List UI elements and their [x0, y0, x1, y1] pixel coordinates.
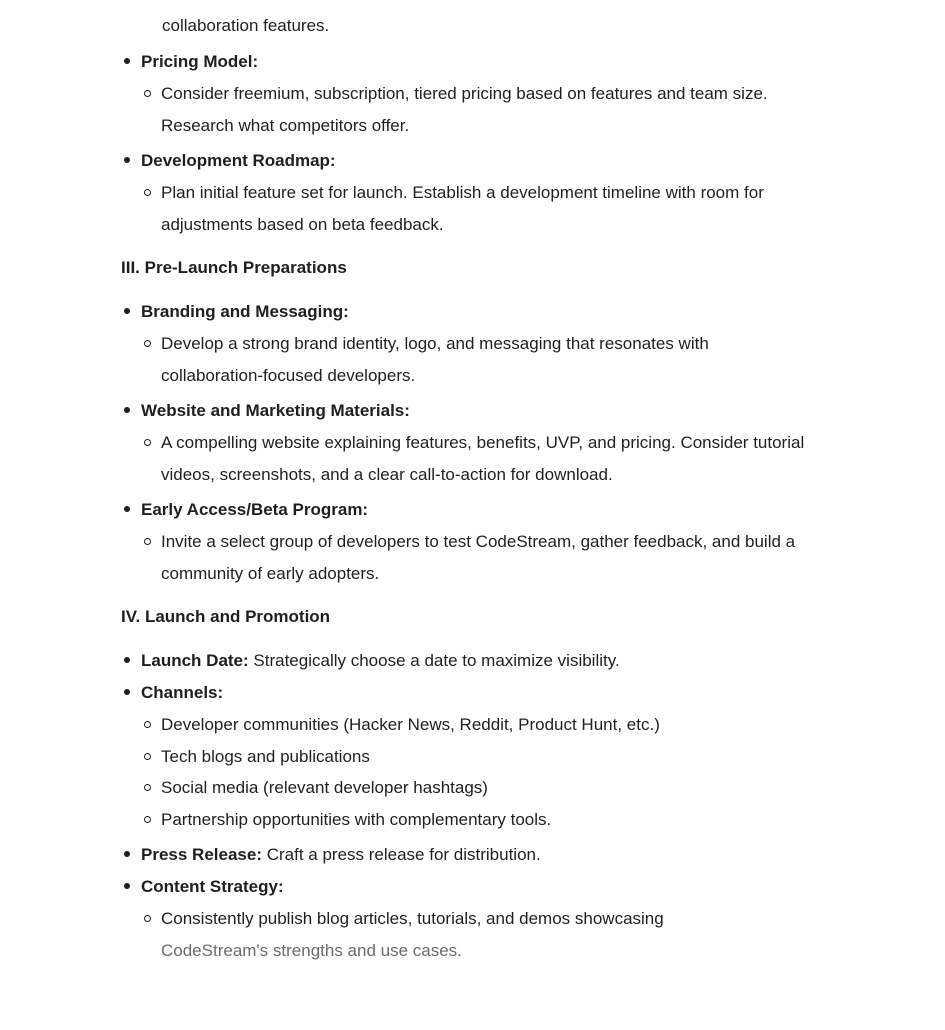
sub-list — [141, 177, 811, 240]
sub-list-item: Consider freemium, subscription, tiered pricing based on features and team size. Research what competitors offer. — [141, 78, 811, 141]
item-title: Press Release: — [141, 845, 262, 864]
sub-list — [141, 709, 811, 835]
item-title: Pricing Model: — [141, 52, 259, 71]
bullet-list — [121, 46, 811, 240]
bullet-list — [121, 296, 811, 589]
response-content — [121, 46, 811, 970]
list-item-branding — [121, 296, 811, 391]
sub-list-item: Develop a strong brand identity, logo, and messaging that resonates with collaboration-focused developers. — [141, 328, 811, 391]
item-title: Channels: — [141, 683, 224, 702]
item-text: Craft a press release for distribution. — [261, 845, 541, 864]
sub-list — [141, 328, 811, 391]
item-line — [141, 645, 811, 677]
sub-list-item: Developer communities (Hacker News, Reddit, Product Hunt, etc.) — [141, 709, 811, 741]
sub-list-item — [141, 903, 811, 966]
list-item-content-strategy — [121, 871, 811, 966]
item-title: Branding and Messaging: — [141, 302, 349, 321]
section-heading-pre-launch: III. Pre-Launch Preparations — [121, 258, 347, 277]
item-title: Development Roadmap: — [141, 151, 336, 170]
sub-list — [141, 427, 811, 490]
sub-list-item: Plan initial feature set for launch. Establish a development timeline with room for adjustments based on beta feedback. — [141, 177, 811, 240]
item-line — [141, 839, 811, 871]
list-item-development-roadmap — [121, 145, 811, 240]
item-title: Early Access/Beta Program: — [141, 500, 369, 519]
list-item-press-release — [121, 839, 811, 871]
sub-list — [141, 903, 811, 966]
item-title: Launch Date: — [141, 651, 249, 670]
sub-list-item: Tech blogs and publications — [141, 741, 811, 773]
sub-list-item: Invite a select group of developers to test CodeStream, gather feedback, and build a community of early adopters. — [141, 526, 811, 589]
list-item-early-access — [121, 494, 811, 589]
sub-list-item: Partnership opportunities with complementary tools. — [141, 804, 811, 836]
bullet-list — [121, 645, 811, 966]
sub-item-text-faded: CodeStream's strengths and use cases. — [161, 940, 462, 960]
sub-item-text: Consistently publish blog articles, tutorials, and demos showcasing — [161, 909, 664, 928]
item-title: Website and Marketing Materials: — [141, 401, 410, 420]
list-item-channels — [121, 677, 811, 835]
text-fragment: collaboration features. — [162, 16, 330, 35]
sub-list — [141, 78, 811, 141]
list-item-website-marketing — [121, 395, 811, 490]
item-title: Content Strategy: — [141, 877, 284, 896]
list-item-pricing-model — [121, 46, 811, 141]
sub-list-item: A compelling website explaining features, benefits, UVP, and pricing. Consider tutorial videos, screenshots, and a clear call-to-action for download. — [141, 427, 811, 490]
list-item-launch-date — [121, 645, 811, 677]
section-heading-launch-promotion: IV. Launch and Promotion — [121, 607, 331, 626]
item-text: Strategically choose a date to maximize visibility. — [248, 651, 620, 670]
sub-list — [141, 526, 811, 589]
sub-list-item: Social media (relevant developer hashtags) — [141, 772, 811, 804]
